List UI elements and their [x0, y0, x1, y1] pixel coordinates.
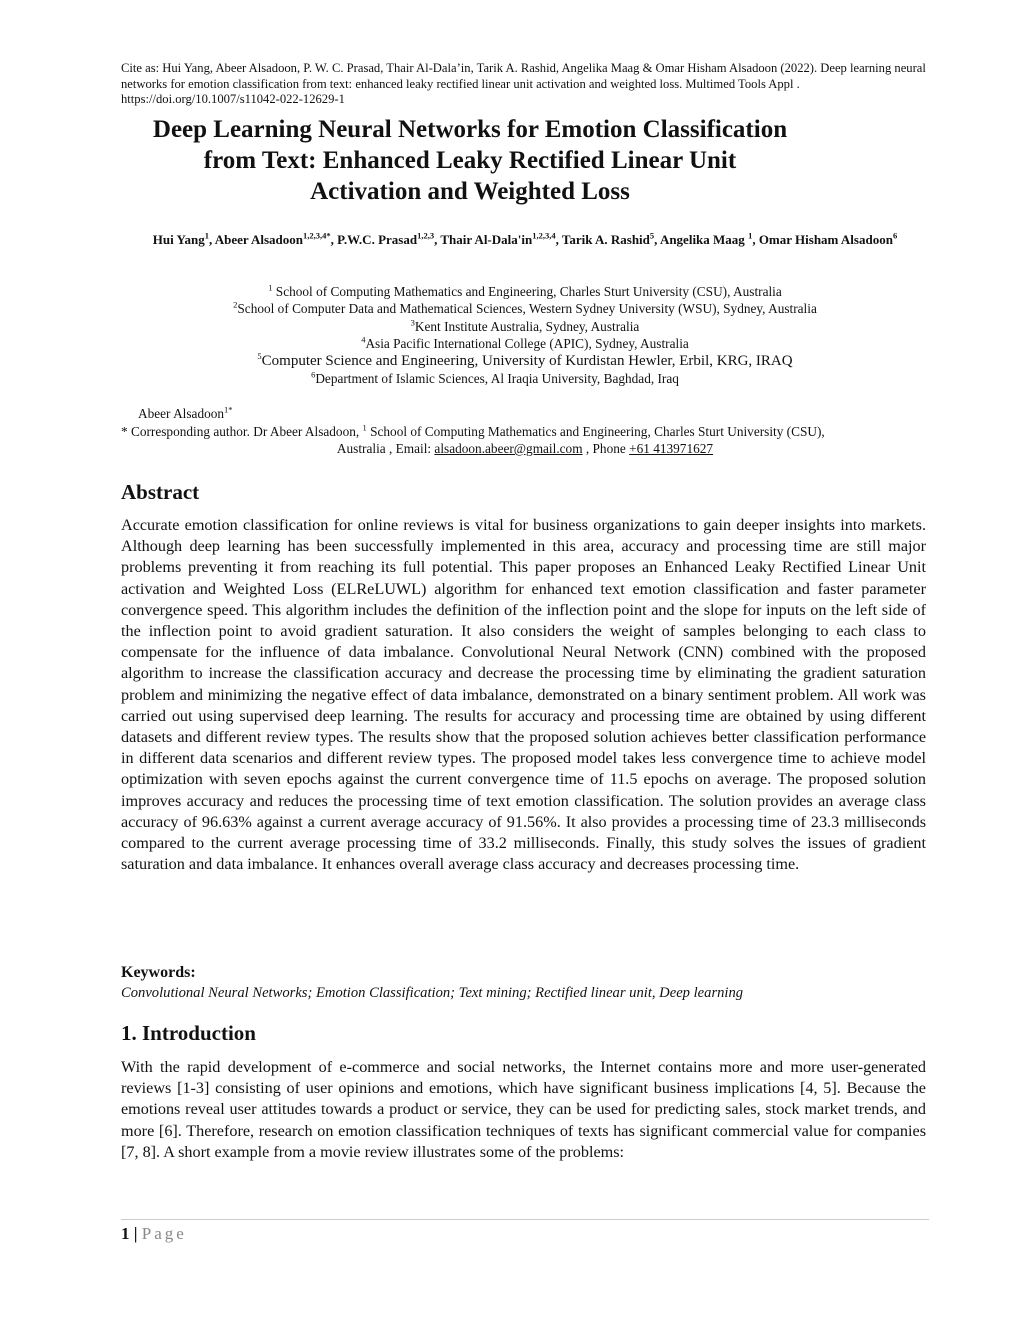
- page-footer: [121, 1224, 187, 1244]
- abstract-text: Accurate emotion classification for online reviews is vital for business organizations to gain deeper insights into markets. Although deep learning has been successfully implemented in this area, accuracy and processing time are still major problems preventing it from reaching its full potential. This paper proposes an Enhanced Leaky Rectified Linear Unit activation and Weighted Loss (ELReLUWL) algorithm for enhanced text emotion classification and faster parameter convergence speed. This algorithm includes the definition of the inflection point and the slope for inputs on the left side of the inflection point to avoid gradient saturation. It also considers the weight of samples belonging to each class to compensate for the influence of data imbalance. Convolutional Neural Network (CNN) combined with the proposed algorithm to increase the classification accuracy and decrease the processing time by eliminating the gradient saturation problem and minimizing the negative effect of data imbalance, demonstrated on a binary sentiment problem. All work was carried out using supervised deep learning. The results for accuracy and processing time are obtained by using different datasets and different review types. The results show that the proposed solution achieves better classification performance in different data scenarios and different review types. The proposed model takes less convergence time to achieve model optimization with seven epochs against the current convergence time of 11.5 epochs on average. The proposed solution improves accuracy and reduces the processing time of text emotion classification. The solution provides an average class accuracy of 96.63% against a current average accuracy of 91.56%. It also provides a processing time of 23.3 milliseconds compared to the current average processing time of 33.2 milliseconds. Finally, this study solves the issues of gradient saturation and data imbalance. It enhances overall average class accuracy and decreases processing time.: [121, 516, 926, 874]
- page-number: 1: [121, 1224, 130, 1243]
- affiliation: [121, 335, 929, 352]
- author-separator: ,: [208, 232, 215, 247]
- paper-title: Deep Learning Neural Networks for Emotion Classification from Text: Enhanced Leaky Rectified Linear Unit Activation and Weighted Loss: [152, 116, 788, 205]
- email-link[interactable]: alsadoon.abeer@gmail.com: [434, 441, 583, 456]
- affiliation: [121, 370, 929, 387]
- affiliation-text: Asia Pacific International College (APIC), Sydney, Australia: [365, 336, 689, 352]
- author-affiliation-sup: 5: [649, 230, 655, 241]
- author-affiliation-sup: 1,2,3,4*: [303, 230, 331, 241]
- corresponding-sup: 1: [362, 422, 367, 433]
- author-name: Thair Al-Dala'in: [440, 232, 533, 247]
- author-affiliation-sup: 1: [748, 230, 753, 241]
- corresponding-name-sup: 1*: [224, 404, 233, 415]
- contact-label: Australia , Email:: [336, 441, 435, 456]
- affiliation-number: 4: [361, 334, 366, 345]
- affiliation-number: 2: [233, 299, 238, 310]
- author-separator: ,: [555, 232, 562, 247]
- footer-separator: |: [129, 1224, 142, 1243]
- author-name: Tarik A. Rashid: [561, 232, 650, 247]
- author-list: [121, 231, 929, 249]
- affiliation-text: School of Computing Mathematics and Engineering, Charles Sturt University (CSU), Australia: [272, 284, 782, 299]
- corresponding-author-name: [121, 405, 929, 423]
- citation-header: Cite as: Hui Yang, Abeer Alsadoon, P. W. C. Prasad, Thair Al-Dala’in, Tarik A. Rashid, Angelika Maag & Omar Hisham Alsadoon (2022). Deep learning neural networks for emotion classification from text: enhanced leaky rectified linear unit activation and weighted loss. Multimed Tools Appl . https://doi.org/10.1007/s11042-022-12629-1: [121, 61, 926, 106]
- author-separator: ,: [434, 232, 441, 247]
- affiliation-text: Kent Institute Australia, Sydney, Australia: [414, 318, 640, 334]
- author-name: Hui Yang: [152, 232, 205, 247]
- author-separator: ,: [654, 232, 660, 247]
- affiliation: [121, 318, 929, 335]
- affiliation: [121, 300, 929, 317]
- corresponding-author-line: [121, 423, 929, 441]
- corresponding-author-block: [121, 405, 929, 458]
- author-name: P.W.C. Prasad: [337, 232, 418, 247]
- corresponding-affiliation: School of Computing Mathematics and Engineering, Charles Sturt University (CSU),: [366, 423, 825, 439]
- footer-divider: [121, 1219, 929, 1220]
- affiliation: [121, 350, 929, 370]
- author-separator: ,: [330, 232, 338, 247]
- corresponding-name-text: Abeer Alsadoon: [138, 406, 225, 421]
- affiliation-number: 6: [311, 369, 316, 380]
- keywords-text: Convolutional Neural Networks; Emotion Classification; Text mining; Rectified linear unit, Deep learning: [121, 985, 744, 1001]
- affiliation-text: School of Computer Data and Mathematical Sciences, Western Sydney University (WSU), Sydney, Australia: [237, 301, 817, 317]
- corresponding-contact-line: [121, 440, 929, 458]
- affiliation-number: 3: [410, 317, 415, 328]
- author-affiliation-sup: 6: [892, 230, 898, 241]
- page-label: Page: [141, 1224, 187, 1243]
- keywords-heading: Keywords:: [121, 964, 196, 981]
- phone-label: , Phone: [582, 441, 630, 456]
- phone-link[interactable]: +61 413971627: [629, 441, 714, 456]
- affiliation-text: Computer Science and Engineering, University of Kurdistan Hewler, Erbil, KRG, IRAQ: [261, 352, 793, 369]
- author-affiliation-sup: 1,2,3: [417, 230, 435, 241]
- abstract-heading: Abstract: [121, 480, 200, 504]
- introduction-text: With the rapid development of e-commerce and social networks, the Internet contains more and more user-generated reviews [1-3] consisting of user opinions and emotions, which have significant business implications [4, 5]. Because the emotions reveal user attitudes towards a product or service, they can be used for predicting sales, stock market trends, and more [6]. Therefore, research on emotion classification techniques of texts has significant commercial value for companies [7, 8]. A short example from a movie review illustrates some of the problems:: [121, 1058, 926, 1161]
- introduction-heading: 1. Introduction: [121, 1021, 256, 1045]
- affiliation-number: 1: [268, 282, 273, 293]
- affiliation-number: 5: [257, 350, 262, 361]
- author-separator: ,: [752, 232, 759, 247]
- corresponding-text: * Corresponding author. Dr Abeer Alsadoon,: [121, 423, 363, 439]
- affiliation: [121, 283, 929, 300]
- author-affiliation-sup: 1,2,3,4: [532, 230, 556, 241]
- affiliation-text: Department of Islamic Sciences, Al Iraqia University, Baghdad, Iraq: [315, 371, 679, 387]
- affiliation-list: [121, 283, 929, 387]
- author-affiliation-sup: 1: [204, 230, 209, 241]
- author-name: Omar Hisham Alsadoon: [758, 232, 893, 247]
- author-name: Angelika Maag: [659, 232, 749, 247]
- author-name: Abeer Alsadoon: [214, 232, 303, 247]
